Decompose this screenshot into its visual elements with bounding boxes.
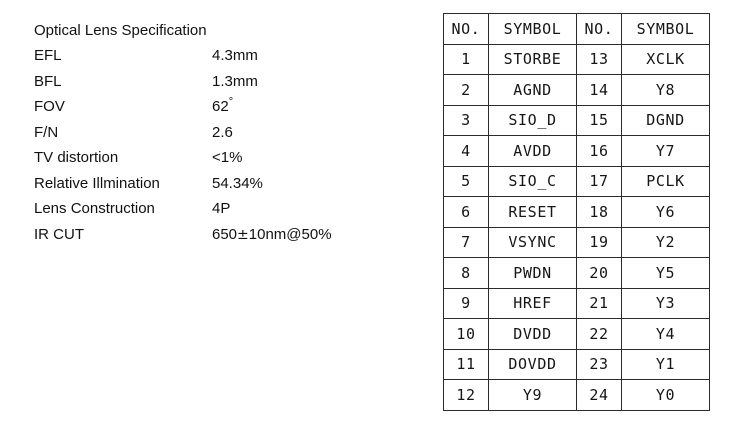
- pin-number-cell: 8: [444, 258, 489, 289]
- pin-number-cell: 7: [444, 227, 489, 258]
- table-row: [444, 227, 710, 258]
- pin-number-cell: 19: [577, 227, 622, 258]
- spec-label: F/N: [34, 123, 59, 141]
- table-header-cell: NO.: [444, 14, 489, 45]
- pin-symbol-cell: Y7: [622, 136, 710, 167]
- spec-value: [212, 94, 394, 120]
- pin-number-cell: 17: [577, 166, 622, 197]
- table-row: [444, 258, 710, 289]
- pin-number-cell: 10: [444, 319, 489, 350]
- pin-symbol-cell: RESET: [489, 197, 577, 228]
- table-header-cell: SYMBOL: [622, 14, 710, 45]
- spec-value: 4P: [212, 200, 231, 217]
- pin-assignment-table-wrap: [443, 13, 710, 411]
- pin-symbol-cell: DVDD: [489, 319, 577, 350]
- table-row: [444, 44, 710, 75]
- plus-minus-symbol: ±: [237, 226, 249, 243]
- table-row: [444, 380, 710, 411]
- optical-lens-specification-block: [34, 18, 394, 248]
- pin-symbol-cell: SIO_C: [489, 166, 577, 197]
- spec-label: BFL: [34, 72, 62, 90]
- table-row: [444, 319, 710, 350]
- spec-value: 54.34%: [212, 174, 263, 192]
- spec-row-list: [34, 43, 394, 248]
- spec-value: 2.6: [212, 123, 233, 141]
- table-row: [444, 136, 710, 167]
- table-header-row: [444, 14, 710, 45]
- pin-symbol-cell: Y9: [489, 380, 577, 411]
- pin-number-cell: 14: [577, 75, 622, 106]
- pin-symbol-cell: DOVDD: [489, 349, 577, 380]
- pin-assignment-table: [443, 13, 710, 411]
- table-row: [444, 166, 710, 197]
- spec-label: Relative Illmination: [34, 174, 160, 192]
- table-row: [444, 349, 710, 380]
- pin-symbol-cell: Y3: [622, 288, 710, 319]
- spec-label: Lens Construction: [34, 200, 155, 217]
- spec-row: [34, 196, 394, 222]
- spec-row: [34, 69, 394, 95]
- pin-number-cell: 24: [577, 380, 622, 411]
- table-header-cell: NO.: [577, 14, 622, 45]
- spec-value-text: 62: [212, 98, 229, 115]
- pin-number-cell: 11: [444, 349, 489, 380]
- pin-number-cell: 23: [577, 349, 622, 380]
- degree-symbol: °: [228, 96, 234, 108]
- pin-symbol-cell: PCLK: [622, 166, 710, 197]
- table-row: [444, 197, 710, 228]
- spec-row: [34, 120, 394, 146]
- pin-symbol-cell: Y2: [622, 227, 710, 258]
- pin-symbol-cell: VSYNC: [489, 227, 577, 258]
- table-row: [444, 288, 710, 319]
- table-header-cell: SYMBOL: [489, 14, 577, 45]
- pin-number-cell: 15: [577, 105, 622, 136]
- pin-number-cell: 12: [444, 380, 489, 411]
- spec-label: EFL: [34, 47, 62, 64]
- table-row: [444, 105, 710, 136]
- pin-number-cell: 20: [577, 258, 622, 289]
- spec-value: 1.3mm: [212, 72, 258, 90]
- pin-symbol-cell: Y8: [622, 75, 710, 106]
- table-row: [444, 75, 710, 106]
- pin-symbol-cell: Y6: [622, 197, 710, 228]
- pin-symbol-cell: Y0: [622, 380, 710, 411]
- pin-number-cell: 9: [444, 288, 489, 319]
- pin-number-cell: 13: [577, 44, 622, 75]
- spec-value: <1%: [212, 149, 243, 166]
- pin-symbol-cell: DGND: [622, 105, 710, 136]
- pin-symbol-cell: STORBE: [489, 44, 577, 75]
- pin-symbol-cell: AVDD: [489, 136, 577, 167]
- pin-number-cell: 3: [444, 105, 489, 136]
- spec-value-text: 650: [212, 225, 238, 243]
- spec-value-tolerance: 10nm@50%: [248, 225, 332, 243]
- pin-number-cell: 21: [577, 288, 622, 319]
- spec-row: [34, 94, 394, 120]
- spec-row: [34, 43, 394, 69]
- pin-number-cell: 6: [444, 197, 489, 228]
- pin-number-cell: 22: [577, 319, 622, 350]
- pin-symbol-cell: Y5: [622, 258, 710, 289]
- pin-number-cell: 5: [444, 166, 489, 197]
- pin-symbol-cell: SIO_D: [489, 105, 577, 136]
- spec-value: 4.3mm: [212, 47, 258, 64]
- spec-row: [34, 222, 394, 249]
- pin-number-cell: 2: [444, 75, 489, 106]
- spec-value: [212, 222, 394, 249]
- pin-number-cell: 16: [577, 136, 622, 167]
- pin-symbol-cell: Y4: [622, 319, 710, 350]
- pin-number-cell: 18: [577, 197, 622, 228]
- spec-row: [34, 171, 394, 197]
- spec-label: FOV: [34, 98, 65, 115]
- spec-row: [34, 145, 394, 171]
- pin-symbol-cell: AGND: [489, 75, 577, 106]
- spec-label: IR CUT: [34, 225, 84, 243]
- pin-symbol-cell: Y1: [622, 349, 710, 380]
- pin-number-cell: 1: [444, 44, 489, 75]
- spec-label: TV distortion: [34, 149, 119, 166]
- pin-symbol-cell: PWDN: [489, 258, 577, 289]
- pin-symbol-cell: XCLK: [622, 44, 710, 75]
- pin-number-cell: 4: [444, 136, 489, 167]
- pin-symbol-cell: HREF: [489, 288, 577, 319]
- spec-title: Optical Lens Specification: [34, 22, 207, 39]
